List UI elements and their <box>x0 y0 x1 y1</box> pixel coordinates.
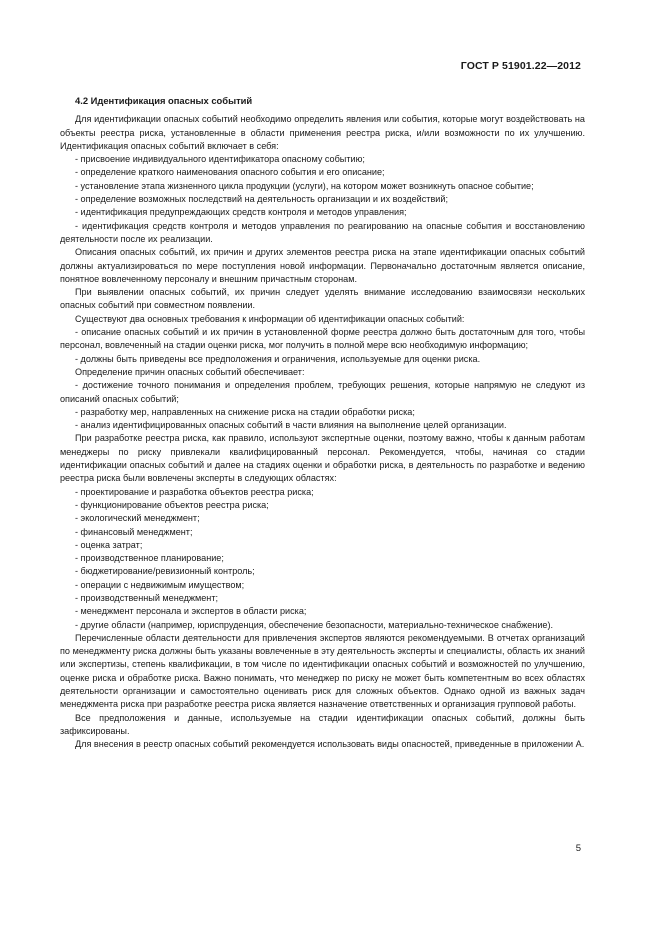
list-item: - разработку мер, направленных на снижение риска на стадии обработки риска; <box>75 406 415 417</box>
list-item: - описание опасных событий и их причин в установленной форме реестра должно быть достаточным для того, чтобы персонал, вовлеченный на стадии оценки риска, мог получить в полной мере всю необходимую информацию; <box>60 327 585 351</box>
list-item: - производственный менеджмент; <box>75 592 219 603</box>
list-item: - проектирование и разработка объектов реестра риска; <box>75 486 314 497</box>
paragraph: Перечисленные области деятельности для привлечения экспертов являются рекомендуемыми. В отчетах организаций по менеджменту риска должны быть указаны вовлеченные в эту деятельность эксперты и специалисты, область их знаний или экспертизы, степень квалификации, в том числе по идентификации опасных событий и возможностей по улучшению, оценке риска и обработке риска. Важно понимать, что менеджер по риску не может быть компетентным во всех областях деятельности организации и самостоятельно оценивать риск для сложных объектов. Однако одной из важных задач менеджмента риска при разработке реестра риска является назначение ответственных и организация групповой работы. <box>60 632 585 710</box>
paragraph-list <box>60 113 585 751</box>
list-item: - функционирование объектов реестра риска; <box>75 499 269 510</box>
list-item: - оценка затрат; <box>75 539 143 550</box>
document-body <box>60 94 585 752</box>
list-item: - определение краткого наименования опасного события и его описание; <box>75 167 385 178</box>
list-item: - бюджетирование/ревизионный контроль; <box>75 566 255 577</box>
list-item: - достижение точного понимания и определения проблем, требующих решения, которые напрямую не следуют из описаний опасных событий; <box>60 380 585 404</box>
list-item: - анализ идентифицированных опасных событий в части влияния на выполнение целей организации. <box>75 420 507 431</box>
paragraph: Для идентификации опасных событий необходимо определить явления или события, которые могут воздействовать на объекты реестра риска, установленные в области применения реестра риска, и/или возможности по их улучшению. Идентификация опасных событий включает в себя: <box>60 114 585 151</box>
paragraph: Все предположения и данные, используемые на стадии идентификации опасных событий, должны быть зафиксированы. <box>60 712 585 736</box>
paragraph: Описания опасных событий, их причин и других элементов реестра риска на этапе идентификации опасных событий должны актуализироваться по мере поступления новой информации. Первоначально достаточным является описание, понятное вовлеченному персоналу и внешним причастным сторонам. <box>60 247 585 284</box>
list-item: - другие области (например, юриспруденция, обеспечение безопасности, материально-техническое снабжение). <box>75 619 554 630</box>
list-item: - производственное планирование; <box>75 553 224 564</box>
list-item: - установление этапа жизненного цикла продукции (услуги), на котором может возникнуть опасное событие; <box>75 180 534 191</box>
paragraph: Для внесения в реестр опасных событий рекомендуется использовать виды опасностей, приведенные в приложении А. <box>75 739 585 750</box>
paragraph: Существуют два основных требования к информации об идентификации опасных событий: <box>75 313 465 324</box>
paragraph: При выявлении опасных событий, их причин следует уделять внимание исследованию взаимосвязи нескольких опасных событий при совместном появлении. <box>60 287 585 311</box>
document-standard-id: ГОСТ Р 51901.22—2012 <box>460 60 581 72</box>
list-item: - финансовый менеджмент; <box>75 526 193 537</box>
list-item: - идентификация предупреждающих средств контроля и методов управления; <box>75 207 407 218</box>
list-item: - экологический менеджмент; <box>75 513 200 524</box>
section-title: 4.2 Идентификация опасных событий <box>75 95 253 106</box>
list-item: - определение возможных последствий на деятельность организации и их воздействий; <box>75 194 448 205</box>
list-item: - идентификация средств контроля и методов управления по реагированию на опасные события и восстановлению деятельности после их реализации. <box>60 220 585 244</box>
page-number: 5 <box>575 843 581 854</box>
list-item: - должны быть приведены все предположения и ограничения, используемые для оценки риска. <box>75 353 481 364</box>
paragraph: Определение причин опасных событий обеспечивает: <box>75 366 305 377</box>
list-item: - операции с недвижимым имуществом; <box>75 579 245 590</box>
list-item: - менеджмент персонала и экспертов в области риска; <box>75 606 307 617</box>
list-item: - присвоение индивидуального идентификатора опасному событию; <box>75 154 365 165</box>
paragraph: При разработке реестра риска, как правило, используют экспертные оценки, поэтому важно, чтобы к данным работам менеджеры по риску привлекали квалифицированный персонал. Рекомендуется, чтобы, начиная со стадии идентификации опасных событий и далее на стадиях оценки и обработки риска, в деятельность по разработке и ведению реестра риска были вовлечены эксперты в следующих областях: <box>60 433 585 484</box>
